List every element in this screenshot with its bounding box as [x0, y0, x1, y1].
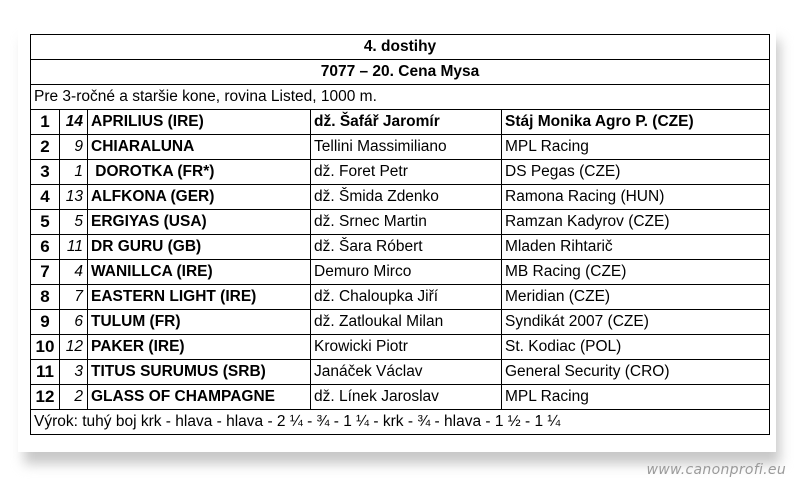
horse-name: APRILIUS (IRE) [88, 110, 311, 135]
jockey-name: dž. Šafář Jaromír [311, 110, 502, 135]
jockey-name: Tellini Massimiliano [311, 135, 502, 160]
stable-name: MB Racing (CZE) [502, 260, 770, 285]
stable-name: St. Kodiac (POL) [502, 335, 770, 360]
title-row [31, 35, 770, 60]
horse-name: ALFKONA (GER) [88, 185, 311, 210]
stable-name: Stáj Monika Agro P. (CZE) [502, 110, 770, 135]
jockey-name: dž. Šara Róbert [311, 235, 502, 260]
watermark: www.canonprofi.eu [646, 462, 786, 478]
finish-position: 11 [31, 360, 60, 385]
jockey-name: Krowicki Piotr [311, 335, 502, 360]
race-conditions: Pre 3-ročné a staršie kone, rovina Listed, 1000 m. [31, 85, 770, 110]
stable-name: Syndikát 2007 (CZE) [502, 310, 770, 335]
horse-name: DOROTKA (FR*) [88, 160, 311, 185]
table-row [31, 110, 770, 135]
start-number: 6 [60, 310, 88, 335]
jockey-name: Demuro Mirco [311, 260, 502, 285]
stable-name: Mladen Rihtarič [502, 235, 770, 260]
start-number: 9 [60, 135, 88, 160]
finish-position: 3 [31, 160, 60, 185]
table-row [31, 185, 770, 210]
finish-position: 6 [31, 235, 60, 260]
start-number: 2 [60, 385, 88, 410]
start-number: 13 [60, 185, 88, 210]
stable-name: Ramona Racing (HUN) [502, 185, 770, 210]
jockey-name: dž. Srnec Martin [311, 210, 502, 235]
finish-position: 1 [31, 110, 60, 135]
horse-name: GLASS OF CHAMPAGNE [88, 385, 311, 410]
table-row [31, 360, 770, 385]
start-number: 5 [60, 210, 88, 235]
table-row [31, 135, 770, 160]
start-number: 4 [60, 260, 88, 285]
start-number: 11 [60, 235, 88, 260]
stable-name: Ramzan Kadyrov (CZE) [502, 210, 770, 235]
table-row [31, 385, 770, 410]
finish-position: 7 [31, 260, 60, 285]
stable-name: General Security (CRO) [502, 360, 770, 385]
race-subtitle: 7077 – 20. Cena Mysa [31, 60, 770, 85]
horse-name: ERGIYAS (USA) [88, 210, 311, 235]
finish-position: 2 [31, 135, 60, 160]
stable-name: MPL Racing [502, 385, 770, 410]
finish-position: 9 [31, 310, 60, 335]
conditions-row [31, 85, 770, 110]
race-verdict: Výrok: tuhý boj krk - hlava - hlava - 2 ¼ - ¾ - 1 ¼ - krk - ¾ - hlava - 1 ½ - 1 ¼ [31, 410, 770, 435]
table-row [31, 310, 770, 335]
start-number: 7 [60, 285, 88, 310]
race-title: 4. dostihy [31, 35, 770, 60]
horse-name: PAKER (IRE) [88, 335, 311, 360]
table-row [31, 235, 770, 260]
jockey-name: dž. Línek Jaroslav [311, 385, 502, 410]
stable-name: DS Pegas (CZE) [502, 160, 770, 185]
race-results-table [30, 34, 770, 435]
table-row [31, 160, 770, 185]
jockey-name: dž. Chaloupka Jiří [311, 285, 502, 310]
jockey-name: dž. Zatloukal Milan [311, 310, 502, 335]
stable-name: Meridian (CZE) [502, 285, 770, 310]
table-row [31, 210, 770, 235]
horse-name: WANILLCA (IRE) [88, 260, 311, 285]
table-row [31, 260, 770, 285]
start-number: 12 [60, 335, 88, 360]
stable-name: MPL Racing [502, 135, 770, 160]
horse-name: TITUS SURUMUS (SRB) [88, 360, 311, 385]
horse-name: CHIARALUNA [88, 135, 311, 160]
subtitle-row [31, 60, 770, 85]
jockey-name: dž. Foret Petr [311, 160, 502, 185]
jockey-name: Janáček Václav [311, 360, 502, 385]
start-number: 1 [60, 160, 88, 185]
finish-position: 12 [31, 385, 60, 410]
finish-position: 8 [31, 285, 60, 310]
horse-name: DR GURU (GB) [88, 235, 311, 260]
finish-position: 4 [31, 185, 60, 210]
start-number: 3 [60, 360, 88, 385]
horse-name: EASTERN LIGHT (IRE) [88, 285, 311, 310]
results-card [18, 20, 776, 452]
finish-position: 10 [31, 335, 60, 360]
verdict-row [31, 410, 770, 435]
table-row [31, 335, 770, 360]
start-number: 14 [60, 110, 88, 135]
horse-name: TULUM (FR) [88, 310, 311, 335]
finish-position: 5 [31, 210, 60, 235]
table-row [31, 285, 770, 310]
jockey-name: dž. Šmida Zdenko [311, 185, 502, 210]
